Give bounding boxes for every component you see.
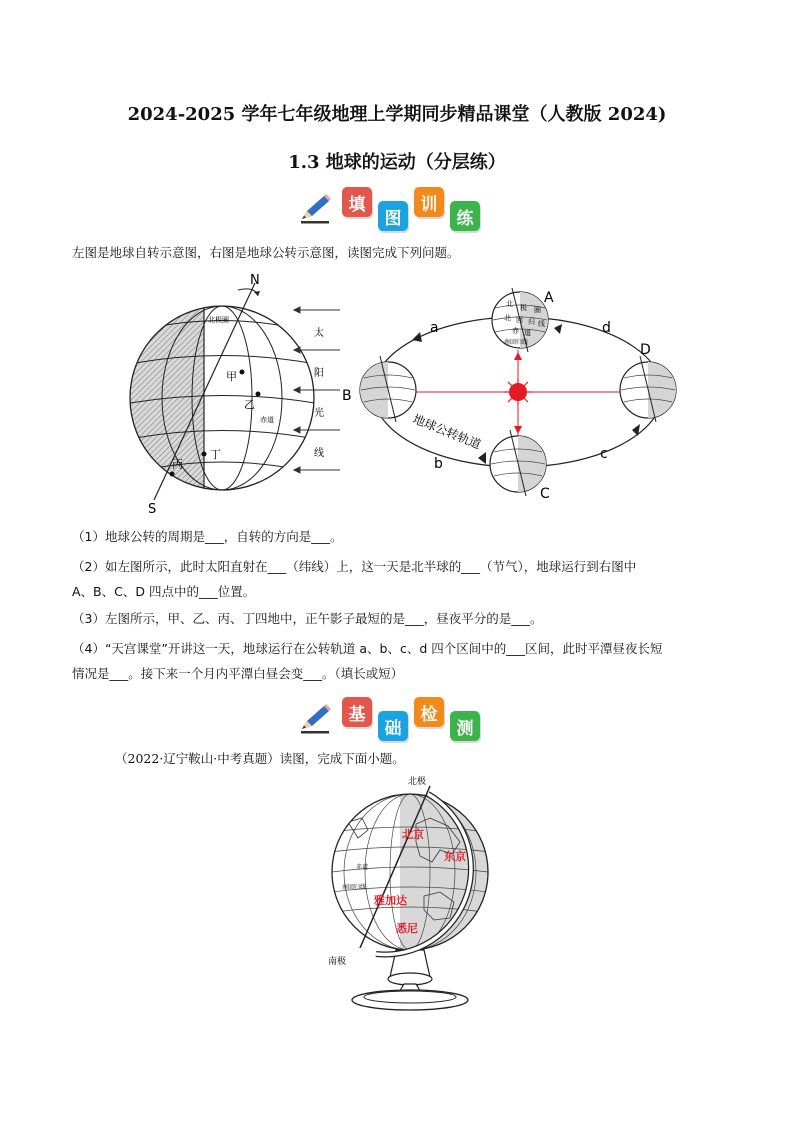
question-4-line-2: 情况是___。接下来一个月内平潭白昼会变___。（填长或短）	[72, 666, 404, 681]
earth-revolution-diagram	[340, 280, 690, 505]
banner1-tile-2: 图	[378, 201, 408, 231]
svg-text:北: 北	[504, 314, 511, 322]
north-label: N	[250, 273, 260, 288]
banner2-tile-3: 检	[414, 697, 444, 727]
banner1-tile-4: 练	[450, 201, 480, 231]
banner2-tile-4: 测	[450, 711, 480, 741]
orbit-label: 地球公转轨道	[410, 411, 483, 452]
city-beijing: 北京	[402, 828, 424, 841]
south-label: S	[148, 502, 157, 517]
svg-text:线: 线	[538, 320, 545, 328]
segment-b: b	[434, 456, 443, 472]
document-title: 2024-2025 学年七年级地理上学期同步精品课堂（人教版 2024)	[127, 104, 667, 125]
night-side	[110, 298, 204, 498]
banner2-tile-1: 基	[342, 697, 372, 727]
banner-basic-test	[298, 703, 480, 739]
city-jakarta: 雅加达	[374, 894, 407, 907]
pencil-icon	[298, 193, 332, 225]
globe-diagram	[320, 772, 520, 1017]
point-yi: 乙	[244, 398, 255, 411]
question-4-line-1: （4）“天宫课堂”开讲这一天，地球运行在公转轨道 a、b、c、d 四个区间中的___区间，此时平潭昼夜长短	[72, 641, 663, 656]
segment-a: a	[430, 320, 439, 336]
exam-intro: （2022·辽宁鞍山·中考真题）读图，完成下面小题。	[115, 751, 405, 766]
svg-text:极: 极	[520, 304, 527, 312]
equator-label-globe: 赤道	[356, 864, 369, 871]
intro-text: 左图是地球自转示意图，右图是地球公转示意图，读图完成下列问题。	[72, 245, 460, 260]
svg-text:南回归线: 南回归线	[504, 339, 529, 346]
question-3: （3）左图所示，甲、乙、丙、丁四地中，正午影子最短的是___，昼夜平分的是___。	[72, 611, 543, 626]
segment-c: c	[600, 446, 608, 462]
pencil-icon	[298, 703, 332, 735]
banner1-tile-3: 训	[414, 187, 444, 217]
globe-a	[492, 288, 548, 352]
point-bing: 丙	[172, 458, 183, 471]
banner-fill-map-practice	[298, 193, 480, 229]
svg-text:道: 道	[524, 329, 531, 337]
point-jia: 甲	[226, 370, 237, 383]
position-b: B	[342, 388, 352, 404]
banner2-tile-2: 础	[378, 711, 408, 741]
svg-text:北: 北	[506, 300, 513, 308]
position-c: C	[540, 486, 550, 502]
beam-label-1: 太	[314, 328, 324, 339]
position-d: D	[640, 342, 651, 358]
lesson-title: 1.3 地球的运动（分层练）	[288, 152, 506, 173]
arctic-circle-label: 北极圈	[208, 316, 229, 324]
beam-label-3: 光	[314, 408, 324, 419]
city-sydney: 悉尼	[396, 922, 418, 935]
svg-text:赤: 赤	[512, 327, 519, 335]
question-2-line-2: A、B、C、D 四点中的___位置。	[72, 584, 256, 599]
beam-label-2: 阳	[314, 368, 324, 379]
beam-label-4: 线	[314, 448, 324, 459]
svg-text:回: 回	[516, 316, 523, 324]
city-tokyo: 东京	[444, 850, 466, 863]
svg-text:归: 归	[528, 318, 535, 326]
globe-d	[620, 356, 676, 422]
south-pole-label: 南极	[328, 957, 347, 967]
globe-c	[490, 430, 546, 496]
banner1-tile-1: 填	[342, 187, 372, 217]
point-ding: 丁	[210, 448, 221, 461]
north-pole-label: 北极	[408, 777, 427, 787]
question-2-line-1: （2）如左图所示，此时太阳直射在___（纬线）上，这一天是北半球的___（节气），地球运行到右图中	[72, 559, 637, 574]
equator-label: 赤道	[260, 416, 274, 424]
segment-d: d	[602, 320, 611, 336]
svg-text:圈: 圈	[534, 306, 541, 314]
position-a: A	[544, 290, 554, 306]
question-1: （1）地球公转的周期是___，自转的方向是___。	[72, 529, 343, 544]
globe-b	[360, 356, 416, 422]
tropic-south-label: 南回归线	[342, 884, 367, 891]
